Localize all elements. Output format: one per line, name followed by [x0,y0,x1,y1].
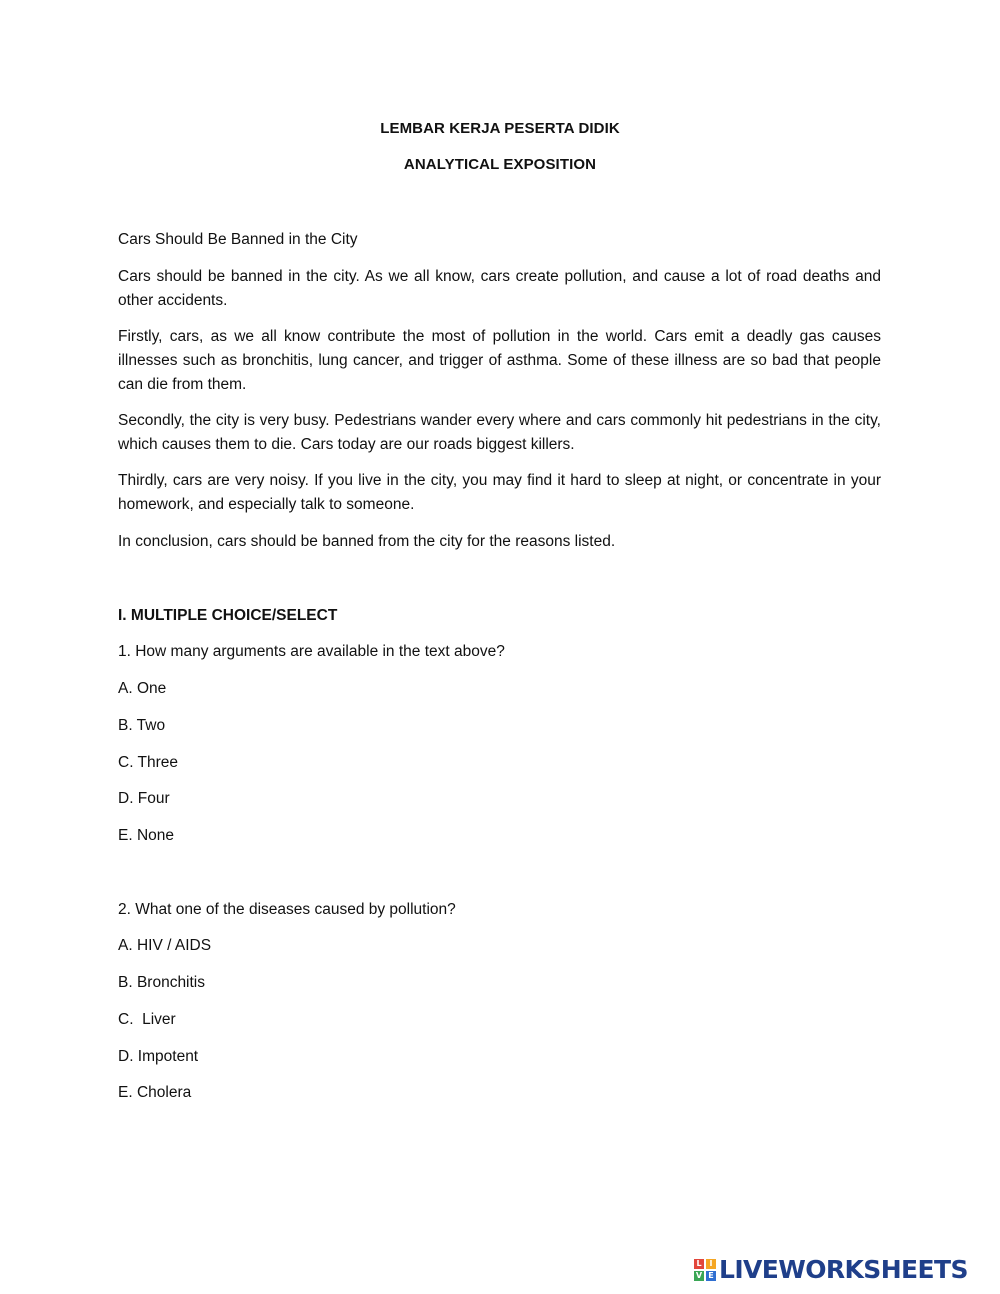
paragraph-intro: Cars should be banned in the city. As we all know, cars create pollution, and cause a lot of road deaths and other accidents. [118,268,881,309]
worksheet-subtitle: ANALYTICAL EXPOSITION [403,156,597,173]
liveworksheets-logo-icon [694,1259,716,1281]
logo-mark-i: I [706,1259,716,1269]
question-2-option-a[interactable]: A. HIV / AIDS [118,937,212,954]
question-1-option-b[interactable]: B. Two [118,717,166,734]
question-1-option-d[interactable]: D. Four [118,790,170,807]
worksheet-title: LEMBAR KERJA PESERTA DIDIK [380,120,620,137]
question-1: 1. How many arguments are available in the text above? [118,643,505,660]
section-title: I. MULTIPLE CHOICE/SELECT [118,607,338,624]
text-title: Cars Should Be Banned in the City [118,231,358,248]
logo-mark-e: E [706,1271,716,1281]
question-2-option-b[interactable]: B. Bronchitis [118,974,206,991]
question-1-option-e[interactable]: E. None [118,827,175,844]
paragraph-secondly: Secondly, the city is very busy. Pedestrians wander every where and cars commonly hit pedestrians in the city, which causes them to die. Cars today are our roads biggest killers. [118,412,881,453]
question-1-option-c[interactable]: C. Three [118,754,179,771]
question-2-option-d[interactable]: D. Impotent [118,1048,199,1065]
liveworksheets-logo [694,1256,968,1284]
paragraph-firstly: Firstly, cars, as we all know contribute the most of pollution in the world. Cars emit a deadly gas causes illnesses such as bronchitis, lung cancer, and trigger of asthma. Some of these illness are so bad that people can die from them. [118,328,881,393]
paragraph-conclusion: In conclusion, cars should be banned from the city for the reasons listed. [118,533,616,550]
logo-mark-v: V [695,1271,703,1280]
logo-mark-l: L [694,1259,704,1269]
question-1-option-a[interactable]: A. One [118,680,167,697]
question-2-option-e[interactable]: E. Cholera [118,1084,192,1101]
paragraph-thirdly: Thirdly, cars are very noisy. If you live in the city, you may find it hard to sleep at night, or concentrate in your homework, and especially talk to someone. [118,472,881,513]
question-2-option-c[interactable]: C. Liver [118,1011,176,1028]
liveworksheets-logo-text: LIVEWORKSHEETS [719,1255,968,1284]
question-2: 2. What one of the diseases caused by pollution? [118,901,456,918]
